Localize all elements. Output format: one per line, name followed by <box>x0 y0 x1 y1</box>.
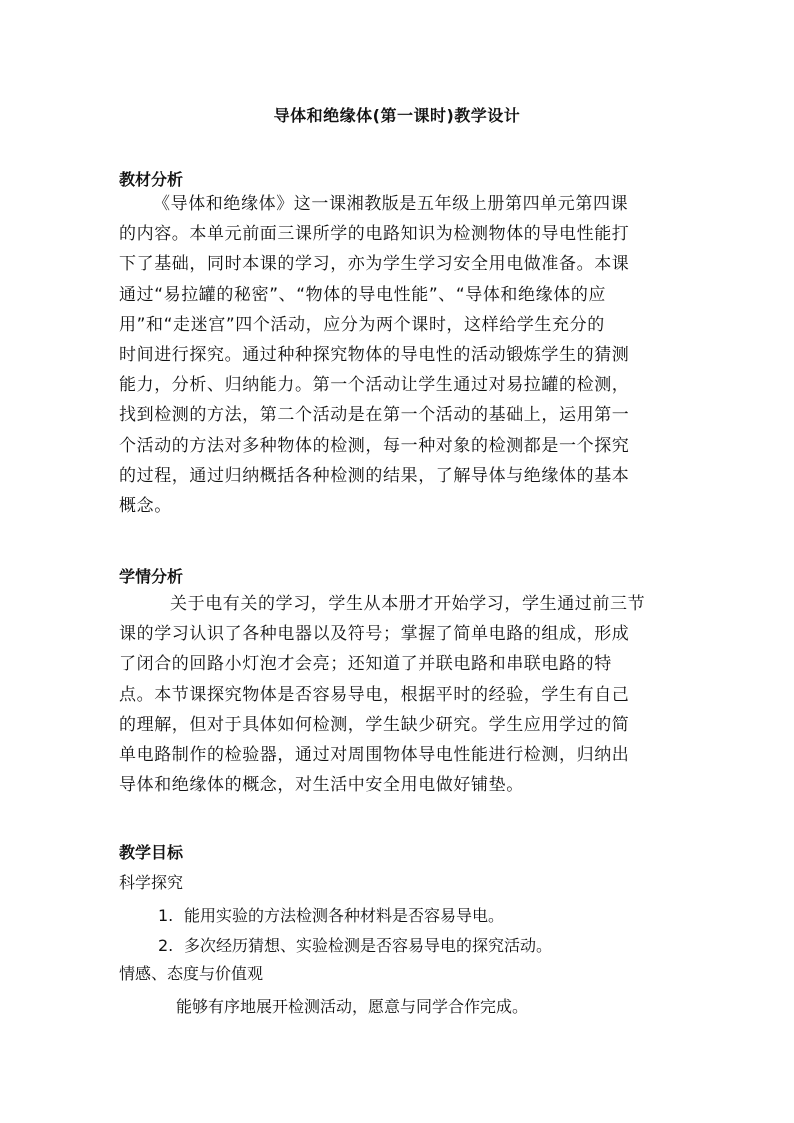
list-number: 1. <box>158 906 174 925</box>
paragraph-line: 的过程，通过归纳概括各种检测的结果，了解导体与绝缘体的基本 <box>119 465 630 486</box>
paragraph-line: 《导体和绝缘体》这一课湘教版是五年级上册第四单元第四课 <box>153 194 629 214</box>
paragraph-line: 通过“易拉罐的秘密”、“物体的导电性能”、“导体和绝缘体的应 <box>119 284 607 305</box>
attitude-goal-text: 能够有序地展开检测活动，愿意与同学合作完成。 <box>176 997 529 1016</box>
list-number: 2. <box>158 936 174 955</box>
list-text: 能用实验的方法检测各种材料是否容易导电。 <box>184 906 505 925</box>
subheading-attitude-values: 情感、态度与价值观 <box>119 964 264 983</box>
section-heading-teaching-goals: 教学目标 <box>119 843 184 862</box>
paragraph-line: 用”和“走迷宫”四个活动，应分为两个课时，这样给学生充分的 <box>119 314 605 335</box>
paragraph-line: 个活动的方法对多种物体的检测，每一种对象的检测都是一个探究 <box>119 435 630 456</box>
paragraph-line: 概念。 <box>119 495 172 516</box>
paragraph-line: 的内容。本单元前面三课所学的电路知识为检测物体的导电性能打 <box>119 224 630 245</box>
goal-list-item <box>158 933 552 956</box>
paragraph-line: 关于电有关的学习，学生从本册才开始学习，学生通过前三节 <box>170 594 646 614</box>
paragraph-line: 的理解，但对于具体如何检测，学生缺少研究。学生应用学过的简 <box>119 714 630 735</box>
goal-list-item <box>158 903 504 926</box>
student-analysis-paragraph <box>119 589 679 800</box>
paragraph-line: 点。本节课探究物体是否容易导电，根据平时的经验，学生有自己 <box>119 684 630 705</box>
list-text: 多次经历猜想、实验检测是否容易导电的探究活动。 <box>184 936 553 955</box>
textbook-analysis-paragraph <box>119 189 679 521</box>
paragraph-line: 能力，分析、归纳能力。第一个活动让学生通过对易拉罐的检测， <box>119 375 630 396</box>
paragraph-line: 单电路制作的检验器，通过对周围物体导电性能进行检测，归纳出 <box>119 744 630 765</box>
paragraph-line: 时间进行探究。通过种种探究物体的导电性的活动锻炼学生的猜测 <box>119 344 630 365</box>
paragraph-line: 了闭合的回路小灯泡才会亮；还知道了并联电路和串联电路的特 <box>119 654 612 675</box>
paragraph-line: 下了基础，同时本课的学习，亦为学生学习安全用电做准备。本课 <box>119 254 630 275</box>
subheading-science-inquiry: 科学探究 <box>119 873 184 892</box>
section-heading-student-analysis: 学情分析 <box>119 567 184 586</box>
document-title: 导体和绝缘体(第一课时)教学设计 <box>273 106 521 125</box>
paragraph-line: 课的学习认识了各种电器以及符号；掌握了简单电路的组成，形成 <box>119 624 630 645</box>
paragraph-line: 导体和绝缘体的概念，对生活中安全用电做好铺垫。 <box>119 775 524 796</box>
paragraph-line: 找到检测的方法，第二个活动是在第一个活动的基础上，运用第一 <box>119 405 630 426</box>
section-heading-textbook-analysis: 教材分析 <box>119 170 184 189</box>
